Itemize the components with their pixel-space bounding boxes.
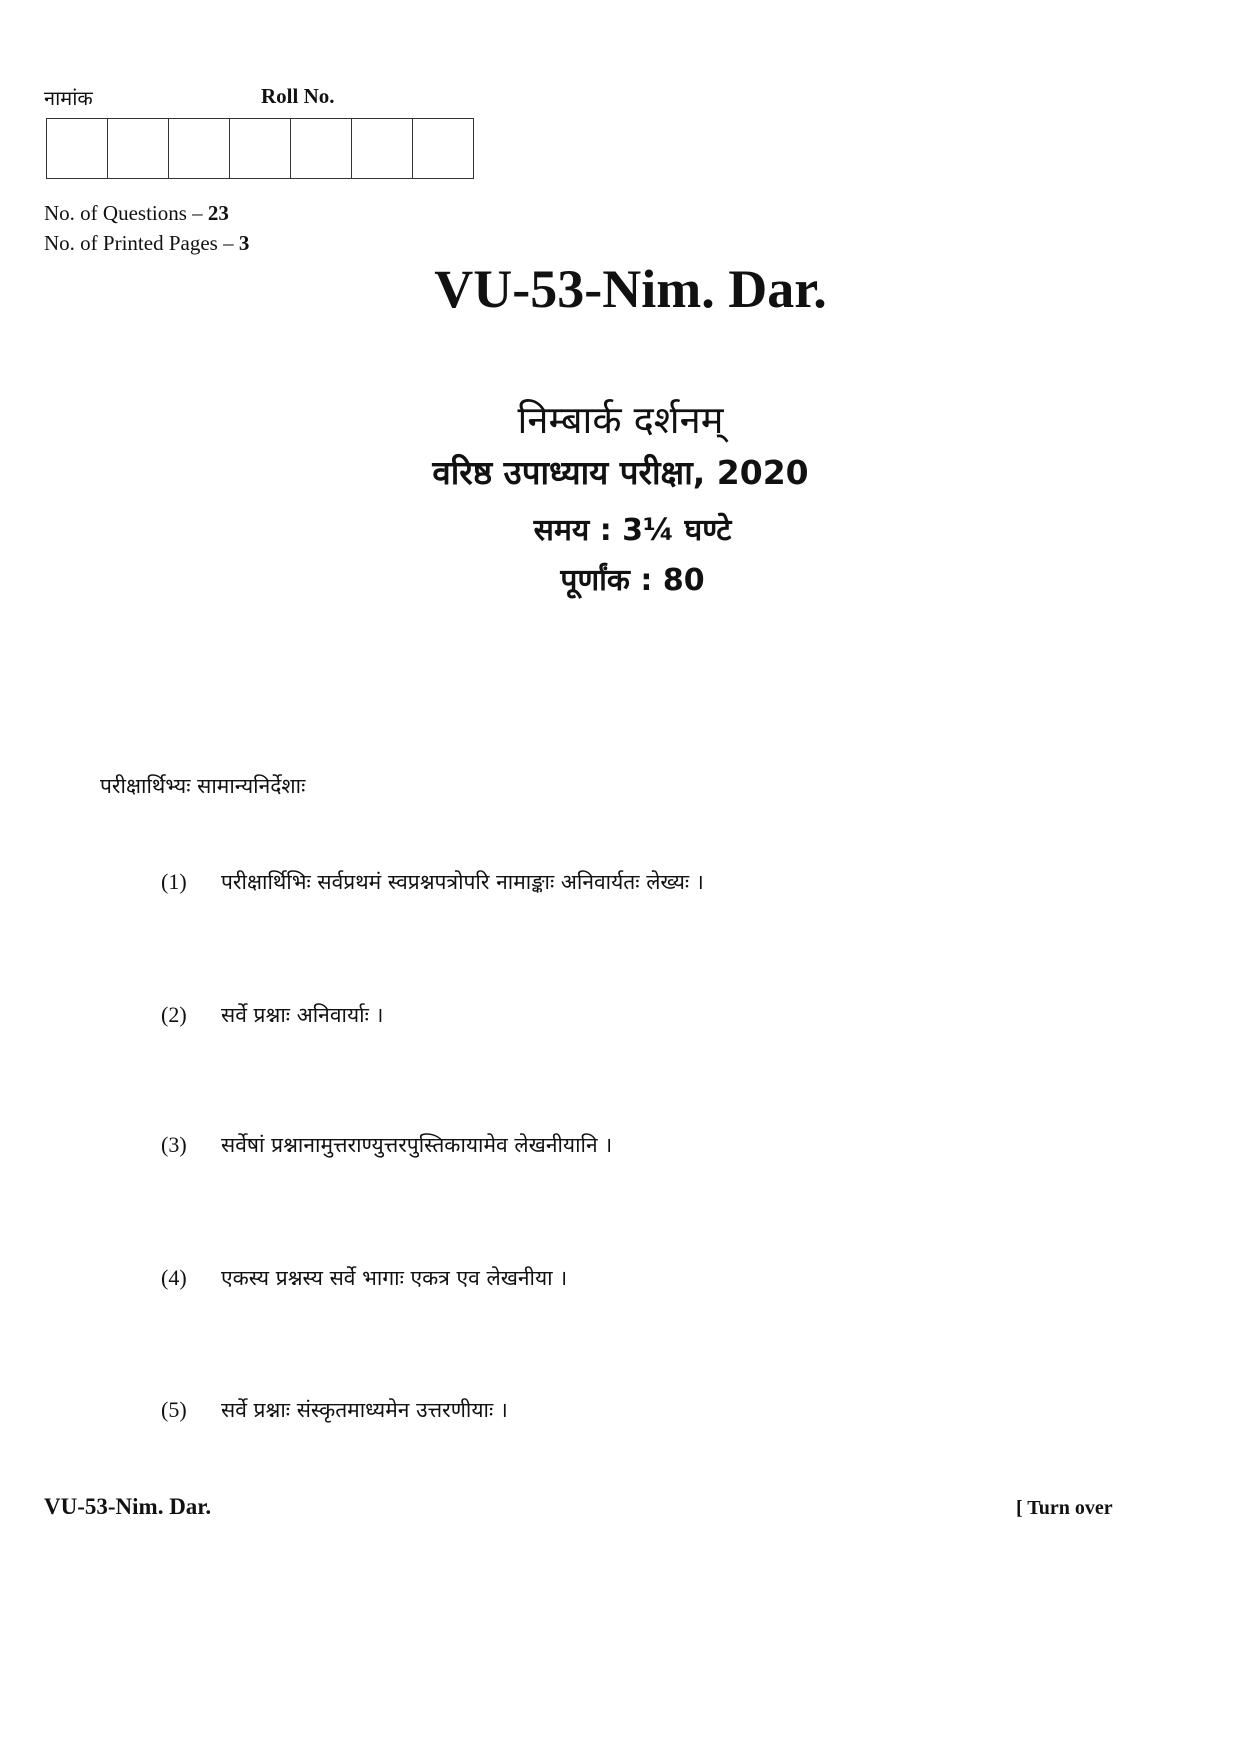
instruction-item [161,1396,508,1424]
instruction-item [161,1131,612,1159]
instruction-item [161,1264,567,1292]
pages-value: 3 [238,231,250,255]
instruction-number: (3) [161,1132,187,1157]
roll-box[interactable] [230,119,291,178]
instruction-item [161,868,704,896]
exam-name-text: वरिष्ठ उपाध्याय परीक्षा, 2020 [432,453,809,492]
instruction-number: (2) [161,1002,187,1027]
roll-box[interactable] [169,119,230,178]
exam-name [0,449,1241,494]
instructions-heading: परीक्षार्थिभ्यः सामान्यनिर्देशाः [100,774,306,798]
turn-over-note: [ Turn over [1016,1497,1113,1519]
paper-subject: निम्बार्क दर्शनम् [517,398,724,442]
instruction-text: एकस्य प्रश्नस्य सर्वे भागाः एकत्र एव लेखनीया । [221,1266,568,1290]
roll-box[interactable] [47,119,108,178]
roll-number-boxes [46,118,474,179]
questions-value: 23 [207,201,229,225]
instruction-text: सर्वे प्रश्नाः अनिवार्याः । [221,1003,384,1027]
time-allowed-text: समय : 3¼ घण्टे [533,513,732,548]
time-allowed [0,508,1241,549]
instruction-number: (1) [161,869,187,894]
instruction-text: सर्वेषां प्रश्नानामुत्तराण्युत्तरपुस्तिकायामेव लेखनीयानि । [221,1133,613,1157]
roll-box[interactable] [108,119,169,178]
instruction-number: (5) [161,1397,187,1422]
footer-paper-code: VU-53-Nim. Dar. [44,1494,212,1519]
questions-label: No. of Questions – [44,201,208,225]
instruction-number: (4) [161,1265,187,1290]
pages-label: No. of Printed Pages – [44,231,239,255]
maximum-marks [0,558,1241,599]
instruction-text: सर्वे प्रश्नाः संस्कृतमाध्यमेन उत्तरणीयाः । [221,1398,508,1422]
instruction-text: परीक्षार्थिभिः सर्वप्रथमं स्वप्रश्नपत्रोपरि नामाङ्काः अनिवार्यतः लेख्यः । [221,870,704,894]
maximum-marks-text: पूर्णांक : 80 [560,563,705,598]
roll-box[interactable] [413,119,473,178]
pages-count-line [44,231,249,256]
roll-label-hindi: नामांक [44,86,93,110]
questions-count-line [44,201,229,226]
paper-code-title: VU-53-Nim. Dar. [434,259,827,319]
roll-box[interactable] [291,119,352,178]
roll-label-english: Roll No. [261,84,335,108]
roll-box[interactable] [352,119,413,178]
instruction-item [161,1001,383,1029]
